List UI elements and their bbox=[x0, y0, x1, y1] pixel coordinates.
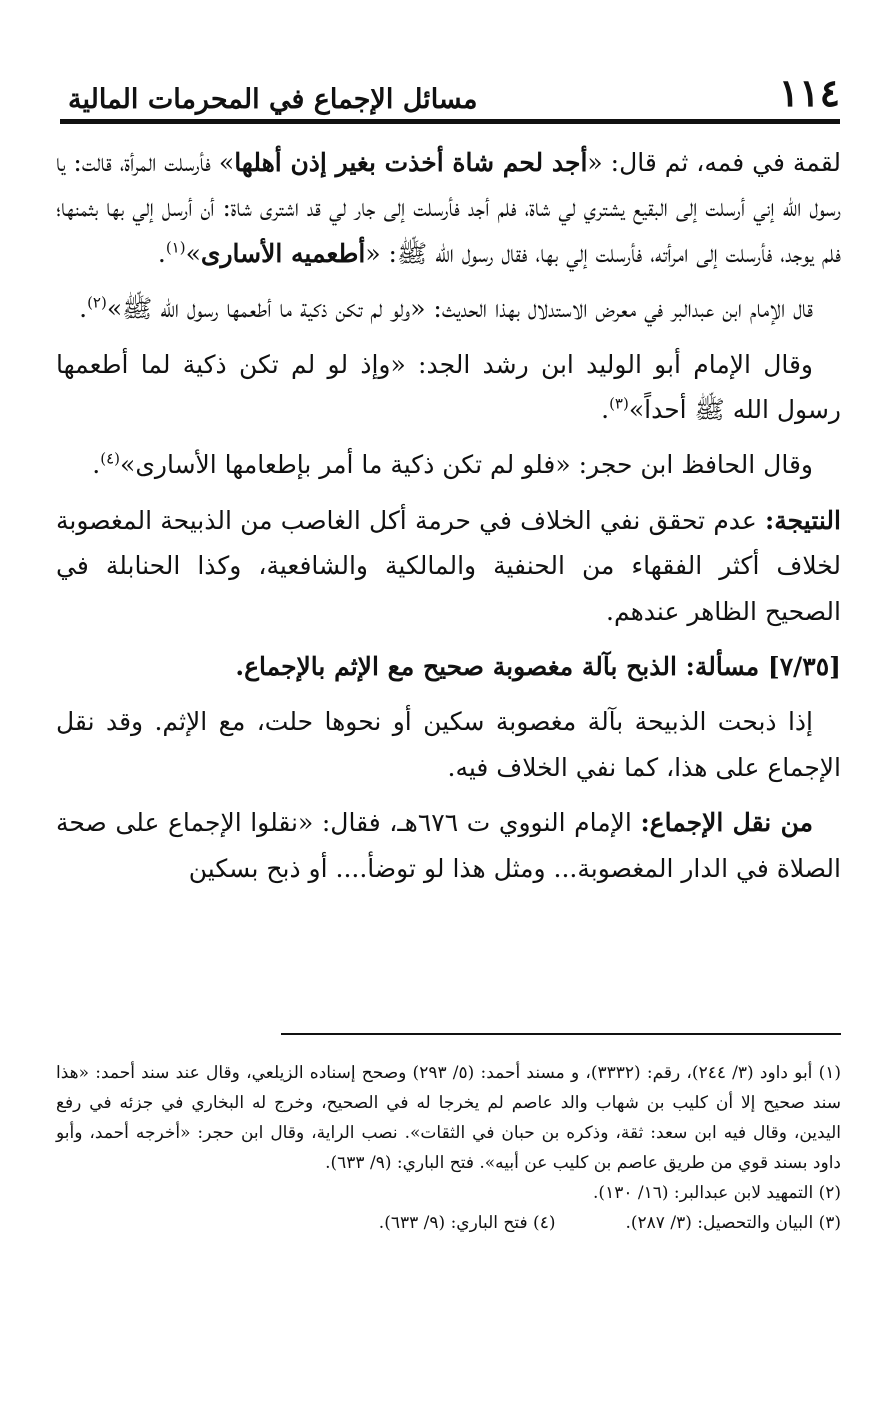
main-text bbox=[56, 140, 841, 901]
footnote-ref: (٣) bbox=[609, 394, 629, 413]
page-number: ١١٤ bbox=[778, 70, 840, 115]
footnote-1: (١) أبو داود (٣/ ٢٤٤)، رقم: (٣٣٣٢)، و مسند أحمد: (٥/ ٢٩٣) وصحح إسناده الزيلعي، وقال عند سند أحمد: «هذا سند صحيح إلا أن كليب بن شهاب والد عاصم لم يخرجا له في الصحيح، وخرج له البخاري في جزئه في رفع اليدين، وقال فيه ابن سعد: ثقة، وذكره بن حبان في الثقات». نصب الراية، وقال ابن حجر: «أخرجه أحمد، وأبو داود بسند قوي من طريق عاصم بن كليب عن أبيه». فتح الباري: (٩/ ٦٣٣). bbox=[56, 1063, 842, 1173]
footnote-separator bbox=[281, 1033, 841, 1035]
paragraph-ibn-abdulbarr: قال الإمام ابن عبدالبر في معرض الاستدلال بهذا الحديث: «ولو لم تكن ذكية ما أطعمها رسول الله ﷺ»$^{(٢)}$. bbox=[79, 293, 813, 324]
footnote-row bbox=[56, 1208, 841, 1238]
section-heading: [٧/٣٥] مسألة: الذبح بآلة مغصوبة صحيح مع الإثم بالإجماع. bbox=[235, 652, 841, 682]
footnote-4: (٤) فتح الباري: (٩/ ٦٣٣). bbox=[378, 1213, 556, 1233]
hadith-quote: أجد لحم شاة أخذت بغير إذن أهلها bbox=[234, 148, 588, 177]
running-title: مسائل الإجماع في المحرمات المالية bbox=[68, 84, 478, 115]
page-header bbox=[60, 60, 840, 124]
paragraph-ibn-hajar: وقال الحافظ ابن حجر: «فلو لم تكن ذكية ما أمر بإطعامها الأسارى»$^{(٤)}$. bbox=[92, 450, 813, 480]
footnotes bbox=[56, 1058, 841, 1238]
paragraph-result: النتيجة: عدم تحقق نفي الخلاف في حرمة أكل الغاصب من الذبيحة المغصوبة لخلاف أكثر الفقهاء من الحنفية والمالكية والشافعية، وكذا الحنابلة في الصحيح الظاهر عندهم. bbox=[56, 505, 841, 626]
paragraph-ibn-rushd: وقال الإمام أبو الوليد ابن رشد الجد: «وإذ لو لم تكن ذكية لما أطعمها رسول الله ﷺ أحداً»$^{(٣)}$. bbox=[56, 349, 841, 425]
header-rule bbox=[60, 119, 840, 124]
paragraph-ruling: إذا ذبحت الذبيحة بآلة مغصوبة سكين أو نحوها حلت، مع الإثم. وقد نقل الإجماع على هذا، كما نفي الخلاف فيه. bbox=[56, 707, 841, 782]
result-label: النتيجة: bbox=[765, 505, 841, 535]
footnote-ref: (٤) bbox=[100, 450, 121, 469]
hadith-quote: أطعميه الأسارى bbox=[200, 238, 366, 268]
footnote-3: (٣) البيان والتحصيل: (٣/ ٢٨٧). bbox=[625, 1213, 841, 1233]
paragraph-consensus: من نقل الإجماع: الإمام النووي ت ٦٧٦هـ، فقال: «نقلوا الإجماع على صحة الصلاة في الدار المغصوبة... ومثل هذا لو توضأ.... أو ذبح بسكين bbox=[56, 808, 841, 883]
footnote-ref: (١) bbox=[165, 238, 186, 257]
footnote-ref: (٢) bbox=[87, 293, 107, 312]
paragraph-hadith: لقمة في فمه، ثم قال: «أجد لحم شاة أخذت بغير إذن أهلها» فأرسلت المرأة، قالت: يا رسول الله إني أرسلت إلى البقيع يشتري لي شاة، فلم أجد فأرسلت إلى جار لي قد اشترى شاة: أن أرسل إلي بها بثمنها؛ فلم يوجد، فأرسلت إلى امرأته، فأرسلت إلي بها، فقال رسول الله ﷺ: «أطعميه الأسارى»$^{(١)}$. bbox=[56, 148, 841, 268]
consensus-label: من نقل الإجماع: bbox=[640, 808, 813, 838]
footnote-2: (٢) التمهيد لابن عبدالبر: (١٦/ ١٣٠). bbox=[593, 1183, 841, 1203]
